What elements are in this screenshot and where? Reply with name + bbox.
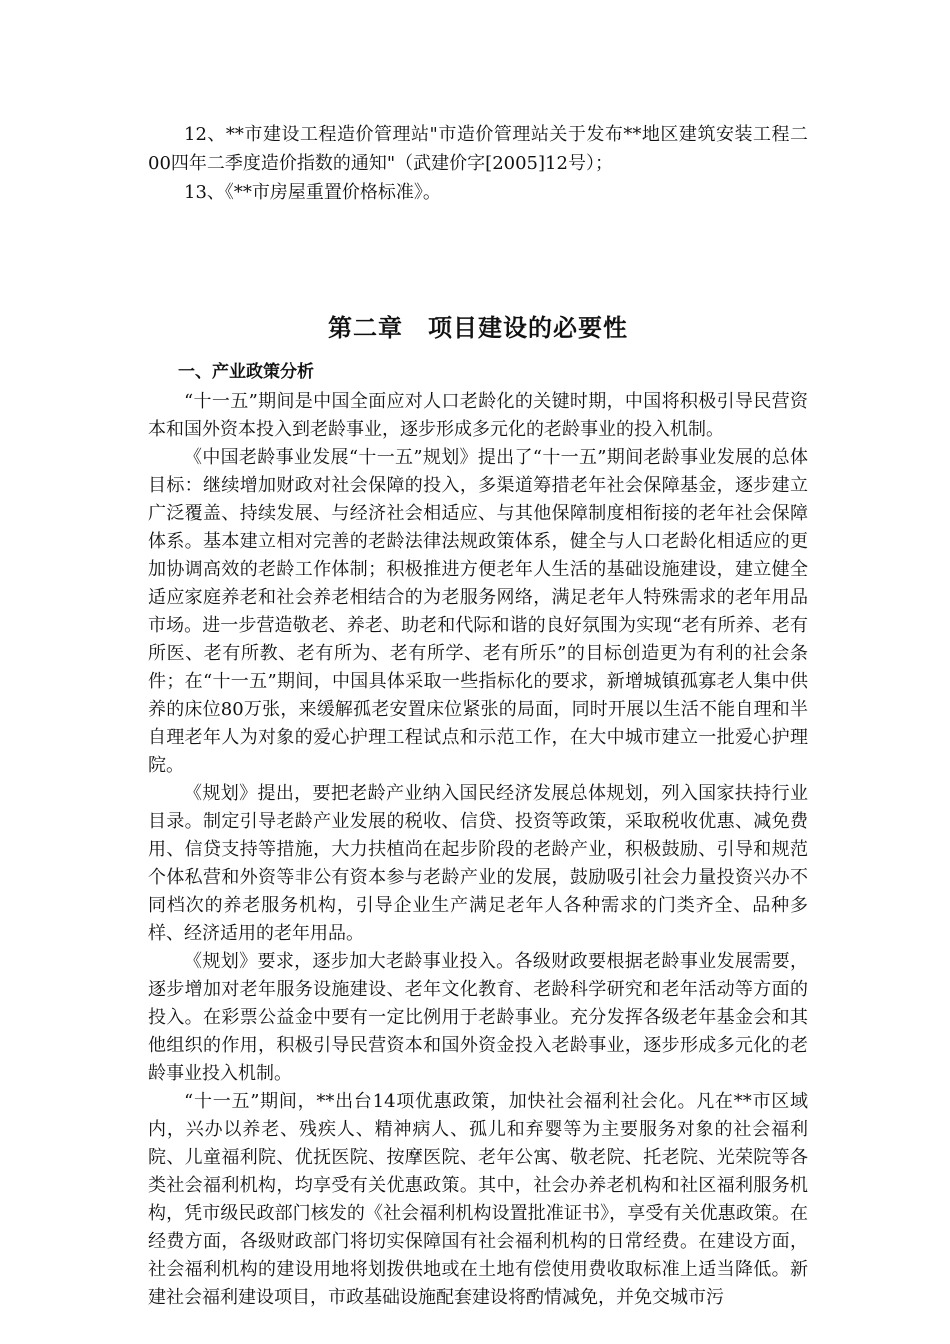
reference-list	[148, 120, 808, 207]
paragraph-1: “十一五”期间是中国全面应对人口老龄化的关键时期，中国将积极引导民营资本和国外资本投入到老龄事业，逐步形成多元化的老龄事业的投入机制。	[148, 391, 808, 440]
document-page	[148, 120, 808, 1308]
paragraph-3: 《规划》提出，要把老龄产业纳入国民经济发展总体规划，列入国家扶持行业目录。制定引导老龄产业发展的税收、信贷、投资等政策，采取税收优惠、减免费用、信贷支持等措施，大力扶植尚在起步阶段的老龄产业，积极鼓励、引导和规范个体私营和外资等非公有资本参与老龄产业的发展，鼓励吸引社会力量投资兴办不同档次的养老服务机构，引导企业生产满足老年人各种需求的门类齐全、品种多样、经济适用的老年用品。	[148, 783, 808, 944]
paragraph-4: 《规划》要求，逐步加大老龄事业投入。各级财政要根据老龄事业发展需要，逐步增加对老年服务设施建设、老年文化教育、老龄科学研究和老年活动等方面的投入。在彩票公益金中要有一定比例用于老龄事业。充分发挥各级老年基金会和其他组织的作用，积极引导民营资本和国外资金投入老龄事业，逐步形成多元化的老龄事业投入机制。	[148, 951, 808, 1084]
section-industry-policy	[148, 358, 808, 1312]
reference-item-12: 12、**市建设工程造价管理站"市造价管理站关于发布**地区建筑安装工程二00四年二季度造价指数的通知"（武建价字[2005]12号）；	[148, 124, 808, 174]
reference-item-13: 13、《**市房屋重置价格标准》。	[184, 182, 441, 203]
paragraph-5: “十一五”期间，**出台14项优惠政策，加快社会福利社会化。凡在**市区域内，兴办以养老、残疾人、精神病人、孤儿和弃婴等为主要服务对象的社会福利院、儿童福利院、优抚医院、按摩医院、老年公寓、敬老院、托老院、光荣院等各类社会福利机构，均享受有关优惠政策。其中，社会办养老机构和社区福利服务机构，凭市级民政部门核发的《社会福利机构设置批准证书》，享受有关优惠政策。在经费方面，各级财政部门将切实保障国有社会福利机构的日常经费。在建设方面，社会福利机构的建设用地将划拨供地或在土地有偿使用费收取标准上适当降低。新建社会福利建设项目，市政基础设施配套建设将酌情减免，并免交城市污	[148, 1091, 808, 1308]
section-heading: 一、产业政策分析	[178, 362, 314, 382]
chapter-title: 第二章 项目建设的必要性	[328, 314, 628, 342]
paragraph-2: 《中国老龄事业发展“十一五”规划》提出了“十一五”期间老龄事业发展的总体目标：继续增加财政对社会保障的投入，多渠道筹措老年社会保障基金，逐步建立广泛覆盖、持续发展、与经济社会相适应、与其他保障制度相衔接的老年社会保障体系。基本建立相对完善的老龄法律法规政策体系，健全与人口老龄化相适应的更加协调高效的老龄工作体制；积极推进方便老年人生活的基础设施建设，建立健全适应家庭养老和社会养老相结合的为老服务网络，满足老年人特殊需求的老年用品市场。进一步营造敬老、养老、助老和代际和谐的良好氛围为实现“老有所养、老有所医、老有所教、老有所为、老有所学、老有所乐”的目标创造更为有利的社会条件；在“十一五”期间，中国具体采取一些指标化的要求，新增城镇孤寡老人集中供养的床位80万张，来缓解孤老安置床位紧张的局面，同时开展以生活不能自理和半自理老年人为对象的爱心护理工程试点和示范工作，在大中城市建立一批爱心护理院。	[148, 447, 808, 776]
